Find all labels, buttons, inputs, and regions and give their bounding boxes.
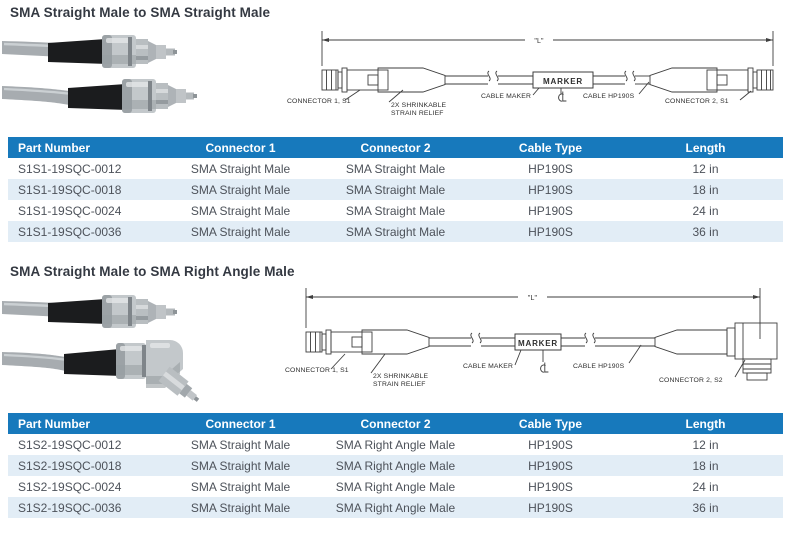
parts-table-straight-straight — [8, 137, 783, 242]
cable-type-cell: HP190S — [528, 500, 573, 515]
part-number-cell: S1S2-19SQC-0036 — [18, 500, 122, 515]
column-header-length: Length — [628, 413, 783, 434]
dimension-label: "L" — [534, 38, 544, 45]
column-header-connector-1: Connector 1 — [163, 413, 318, 434]
dimension-label: "L" — [527, 295, 538, 302]
strain-relief-drawing-right — [655, 330, 727, 354]
length-cell: 12 in — [692, 437, 719, 452]
cable-maker-label: CABLE MAKER — [481, 93, 531, 100]
cable-photo-top — [2, 295, 177, 328]
cable-type-cell: HP190S — [528, 458, 573, 473]
table-row — [8, 179, 783, 200]
connector2-cell: SMA Straight Male — [345, 182, 446, 197]
part-number-cell: S1S1-19SQC-0024 — [18, 203, 122, 218]
strain-relief-label-line1: 2X SHRINKABLE — [373, 373, 429, 380]
length-cell: 18 in — [692, 182, 719, 197]
strain-relief-label-line2: STRAIN RELIEF — [391, 110, 444, 117]
column-header-connector-1: Connector 1 — [163, 137, 318, 158]
connector2-cell: SMA Right Angle Male — [335, 479, 456, 494]
table-row — [8, 476, 783, 497]
part-number-cell: S1S2-19SQC-0018 — [18, 458, 122, 473]
technical-drawing-straight-rightangle — [285, 283, 790, 405]
connector-2-rightangle-drawing — [727, 323, 777, 380]
product-photo-straight-rightangle — [2, 290, 285, 402]
dimension-line — [306, 288, 760, 339]
cable-maker-label: CABLE MAKER — [463, 363, 513, 370]
part-number-cell: S1S1-19SQC-0036 — [18, 224, 122, 239]
cable-type-label: CABLE HP190S — [583, 93, 635, 100]
table-row — [8, 200, 783, 221]
length-cell: 18 in — [692, 458, 719, 473]
part-number-cell: S1S2-19SQC-0012 — [18, 437, 122, 452]
cable-photo-bottom-rightangle — [2, 340, 204, 402]
column-header-connector-2: Connector 2 — [318, 413, 473, 434]
column-header-cable-type: Cable Type — [473, 137, 628, 158]
marker-box — [533, 72, 593, 88]
table-row — [8, 434, 783, 455]
marker-label: MARKER — [518, 339, 558, 348]
product-photo-straight-straight — [2, 28, 285, 125]
table-header-row — [8, 413, 783, 434]
part-number-cell: S1S1-19SQC-0012 — [18, 161, 122, 176]
marker-label: MARKER — [543, 77, 583, 86]
cable-type-cell: HP190S — [528, 479, 573, 494]
connector1-cell: SMA Straight Male — [190, 182, 291, 197]
table-row — [8, 221, 783, 242]
length-cell: 12 in — [692, 161, 719, 176]
centerline-icon — [541, 363, 549, 373]
table-row — [8, 455, 783, 476]
centerline-icon — [559, 92, 567, 102]
table-header-row — [8, 137, 783, 158]
length-cell: 36 in — [692, 224, 719, 239]
cable-type-cell: HP190S — [528, 203, 573, 218]
part-number-cell: S1S1-19SQC-0018 — [18, 182, 122, 197]
section-heading-straight-rightangle: SMA Straight Male to SMA Right Angle Male — [10, 264, 295, 279]
length-cell: 24 in — [692, 203, 719, 218]
connector1-cell: SMA Straight Male — [190, 224, 291, 239]
connector2-cell: SMA Right Angle Male — [335, 458, 456, 473]
table-row — [8, 497, 783, 518]
strain-relief-label-line2: STRAIN RELIEF — [373, 381, 426, 388]
column-header-part-number: Part Number — [8, 137, 163, 158]
column-header-cable-type: Cable Type — [473, 413, 628, 434]
connector2-cell: SMA Right Angle Male — [335, 437, 456, 452]
connector1-cell: SMA Straight Male — [190, 479, 291, 494]
connector1-cell: SMA Straight Male — [190, 500, 291, 515]
connector1-label: CONNECTOR 1, S1 — [287, 98, 351, 105]
connector2-label: CONNECTOR 2, S2 — [659, 377, 723, 384]
cable-type-cell: HP190S — [528, 182, 573, 197]
connector2-cell: SMA Straight Male — [345, 203, 446, 218]
table-row — [8, 158, 783, 179]
technical-drawing-straight-straight — [285, 26, 790, 126]
cable-photo-top — [2, 35, 177, 68]
connector1-cell: SMA Straight Male — [190, 458, 291, 473]
parts-table-straight-rightangle — [8, 413, 783, 518]
connector1-cell: SMA Straight Male — [190, 203, 291, 218]
cable-type-label: CABLE HP190S — [573, 363, 625, 370]
connector1-label: CONNECTOR 1, S1 — [285, 367, 349, 374]
column-header-part-number: Part Number — [8, 413, 163, 434]
dimension-line — [322, 31, 773, 66]
cable-type-cell: HP190S — [528, 224, 573, 239]
part-number-cell: S1S2-19SQC-0024 — [18, 479, 122, 494]
section-heading-straight-straight: SMA Straight Male to SMA Straight Male — [10, 5, 271, 20]
connector2-cell: SMA Right Angle Male — [335, 500, 456, 515]
connector1-cell: SMA Straight Male — [190, 437, 291, 452]
column-header-length: Length — [628, 137, 783, 158]
cable-type-cell: HP190S — [528, 437, 573, 452]
column-header-connector-2: Connector 2 — [318, 137, 473, 158]
cable-type-cell: HP190S — [528, 161, 573, 176]
connector2-label: CONNECTOR 2, S1 — [665, 98, 729, 105]
connector2-cell: SMA Straight Male — [345, 224, 446, 239]
connector1-cell: SMA Straight Male — [190, 161, 291, 176]
length-cell: 36 in — [692, 500, 719, 515]
strain-relief-label-line1: 2X SHRINKABLE — [391, 102, 447, 109]
marker-box — [515, 334, 561, 350]
length-cell: 24 in — [692, 479, 719, 494]
cable-photo-bottom — [2, 79, 197, 113]
connector2-cell: SMA Straight Male — [345, 161, 446, 176]
